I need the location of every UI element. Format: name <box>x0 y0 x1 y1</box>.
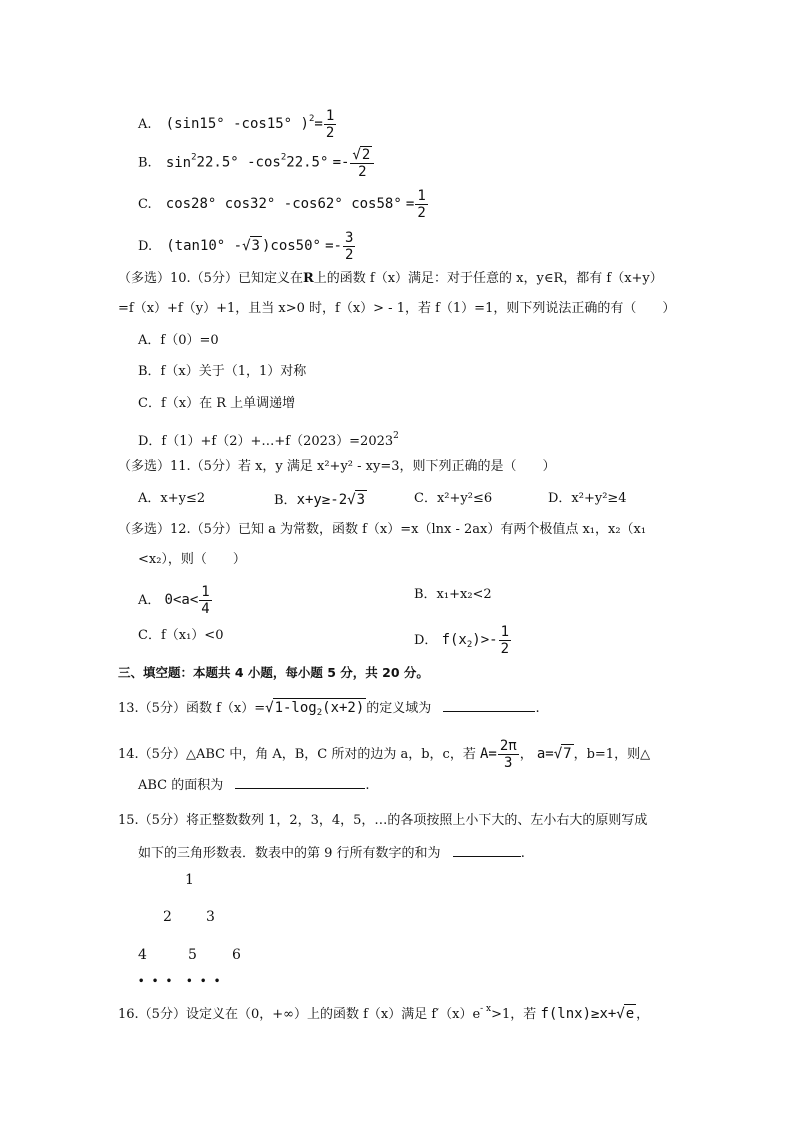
fraction <box>415 188 427 221</box>
triangle-number: 2 <box>163 909 172 925</box>
triangle-number: 1 <box>185 872 194 888</box>
sqrt: $√1-\log_2(x+2)$ <box>265 700 366 716</box>
sqrt: √3 <box>242 238 260 254</box>
q10-option-a: A．f（0）=0 <box>138 333 219 348</box>
q9-option-d <box>138 230 356 263</box>
fraction <box>499 624 511 657</box>
q10-option-b: B．f（x）关于（1，1）对称 <box>138 364 307 379</box>
subscript: 2 <box>466 640 473 650</box>
expr: (sin15° -cos15° ) <box>165 116 309 132</box>
stem-text: >1，若 <box>491 1007 537 1022</box>
stem-text: （多选）10.（5分）已知定义在 <box>118 271 303 286</box>
numerator: 1 <box>325 108 335 124</box>
option-label: B. <box>138 155 152 171</box>
denominator: 2 <box>417 205 426 221</box>
q10-option-c: C．f（x）在 R 上单调递增 <box>138 396 296 411</box>
answer-blank[interactable] <box>443 699 535 712</box>
eq: =- <box>325 238 342 254</box>
expr: 0<a< <box>164 592 199 608</box>
expr: f(lnx)≥x+ <box>540 1006 617 1022</box>
option-label: A. <box>138 117 152 132</box>
option-label: D． <box>414 633 438 648</box>
denominator: 4 <box>201 601 210 617</box>
eq: a= <box>536 746 554 762</box>
expr: x+y≥-2 <box>296 492 348 508</box>
power: 2 <box>308 114 315 124</box>
stem-text: ， <box>636 1007 650 1022</box>
power: - x <box>480 1004 492 1014</box>
radicand <box>273 698 367 722</box>
stem-text: 13.（5分）函数 f（x）= <box>118 701 266 716</box>
q10-stem-line2: =f（x）+f（y）+1，且当 x>0 时，f（x）> - 1，若 f（1）=1，则下列说法正确的有（ ） <box>118 301 676 316</box>
eq: = <box>405 196 415 212</box>
answer-blank[interactable] <box>453 844 521 857</box>
stem-text: 14.（5分）△ABC 中，角 A，B，C 所对的边为 a，b，c，若 <box>118 747 476 762</box>
denominator: 2 <box>500 641 510 657</box>
q9-option-c <box>138 188 429 221</box>
expr: cos28° cos32° -cos62° cos58° <box>165 196 402 212</box>
sqrt: √7 <box>553 746 572 762</box>
set-symbol: R <box>302 271 314 286</box>
q10-stem-line1 <box>118 270 663 288</box>
q10-option-d <box>138 427 399 451</box>
expr: 22.5° -cos <box>196 154 281 171</box>
expr: )cos50° <box>261 238 321 254</box>
stem-text: ABC 的面积为 <box>138 778 224 793</box>
sqrt: √e <box>616 1006 635 1022</box>
q13: 13.（5分）函数 $f(x)=√1-\log_2(x+2)$ 的定义域为 . <box>118 698 540 722</box>
radicand: 2 <box>361 147 371 163</box>
denominator: 2 <box>344 247 354 263</box>
expr: f(x <box>441 632 467 648</box>
denominator: 3 <box>504 755 513 771</box>
expr: 1-log <box>274 700 317 716</box>
eq: A= <box>479 746 497 762</box>
section-heading: 三、填空题：本题共 4 小题，每小题 5 分，共 20 分。 <box>118 665 429 680</box>
fraction <box>498 738 519 771</box>
q9-option-b <box>138 146 375 180</box>
q9-option-a <box>138 108 337 141</box>
q11-option-a: A．x+y≤2 <box>138 491 206 506</box>
denominator: 2 <box>325 125 335 141</box>
numerator: 1 <box>417 188 426 204</box>
numerator: 1 <box>500 624 510 640</box>
answer-blank[interactable] <box>235 776 365 789</box>
fraction <box>324 108 336 141</box>
triangle-number: 5 <box>188 947 197 963</box>
q11-stem: （多选）11.（5分）若 x，y 满足 x²+y² - xy=3，则下列正确的是（ ） <box>118 459 556 474</box>
stem-text: ，b=1，则△ <box>573 747 651 762</box>
eq: =- <box>332 154 350 171</box>
option-label: C. <box>138 197 152 212</box>
stem-text: 如下的三角形数表．数表中的第 9 行所有数字的和为 <box>138 846 441 861</box>
triangle-number: 3 <box>206 909 215 925</box>
radicand: 3 <box>356 492 366 508</box>
radicand: e <box>625 1006 635 1022</box>
q11-option-b <box>274 490 367 510</box>
q11-option-c: C．x²+y²≤6 <box>414 491 493 506</box>
q12-stem-line1: （多选）12.（5分）已知 a 为常数，函数 f（x）=x（lnx - 2ax）有两个极值点 x₁，x₂（x₁ <box>118 522 647 537</box>
expr: sin <box>165 154 192 171</box>
denominator: 2 <box>358 164 367 180</box>
option-label: A． <box>138 593 161 608</box>
expr: 22.5° <box>286 154 329 171</box>
option-label: D. <box>138 239 153 254</box>
fraction <box>199 584 211 617</box>
expr: )>- <box>472 632 498 648</box>
triangle-number: 4 <box>138 947 147 963</box>
radicand: 3 <box>251 238 260 254</box>
numerator: √2 <box>350 146 374 164</box>
q12-option-d <box>414 624 512 657</box>
numerator: 2π <box>499 738 517 754</box>
fraction <box>350 146 374 180</box>
power: 2 <box>191 152 197 163</box>
power: 2 <box>280 152 287 163</box>
triangle-number: 6 <box>232 947 241 963</box>
power: 2 <box>393 431 399 441</box>
q12-option-b: B．x₁+x₂<2 <box>414 587 492 602</box>
ellipsis-dots: • • • • • • <box>138 976 223 987</box>
expr: (tan10° - <box>166 238 243 254</box>
option-label: B． <box>274 493 297 508</box>
sqrt: √3 <box>347 492 366 508</box>
q14-line2: ABC 的面积为 . <box>138 778 370 793</box>
expr: (x+2) <box>322 700 365 716</box>
radicand: 7 <box>563 746 572 762</box>
subscript: 2 <box>316 708 323 718</box>
fraction <box>343 230 355 263</box>
stem-text: 上的函数 f（x）满足：对于任意的 x，y∈R，都有 f（x+y） <box>313 271 663 286</box>
q15-line2: 如下的三角形数表．数表中的第 9 行所有数字的和为 . <box>138 846 525 861</box>
eq: = <box>314 116 323 132</box>
q12-stem-line2: <x₂），则（ ） <box>138 552 246 567</box>
q14-line1 <box>118 738 650 771</box>
numerator: 3 <box>344 230 354 246</box>
q11-option-d: D．x²+y²≥4 <box>548 491 627 506</box>
q12-option-a <box>138 584 213 617</box>
q12-option-c: C．f（x₁）<0 <box>138 628 224 643</box>
option-text: D．f（1）+f（2）+…+f（2023）=2023 <box>138 434 394 449</box>
q15-line1: 15.（5分）将正整数数列 1，2，3，4，5，…的各项按照上小下大的、左小右大的原则写成 <box>118 813 648 828</box>
numerator: 1 <box>201 584 210 600</box>
stem-text: 的定义域为 <box>366 701 432 716</box>
separator: ， <box>519 747 533 762</box>
stem-text: 16.（5分）设定义在（0，+∞）上的函数 f（x）满足 f′（x）e <box>118 1007 481 1022</box>
q16 <box>118 1000 649 1024</box>
